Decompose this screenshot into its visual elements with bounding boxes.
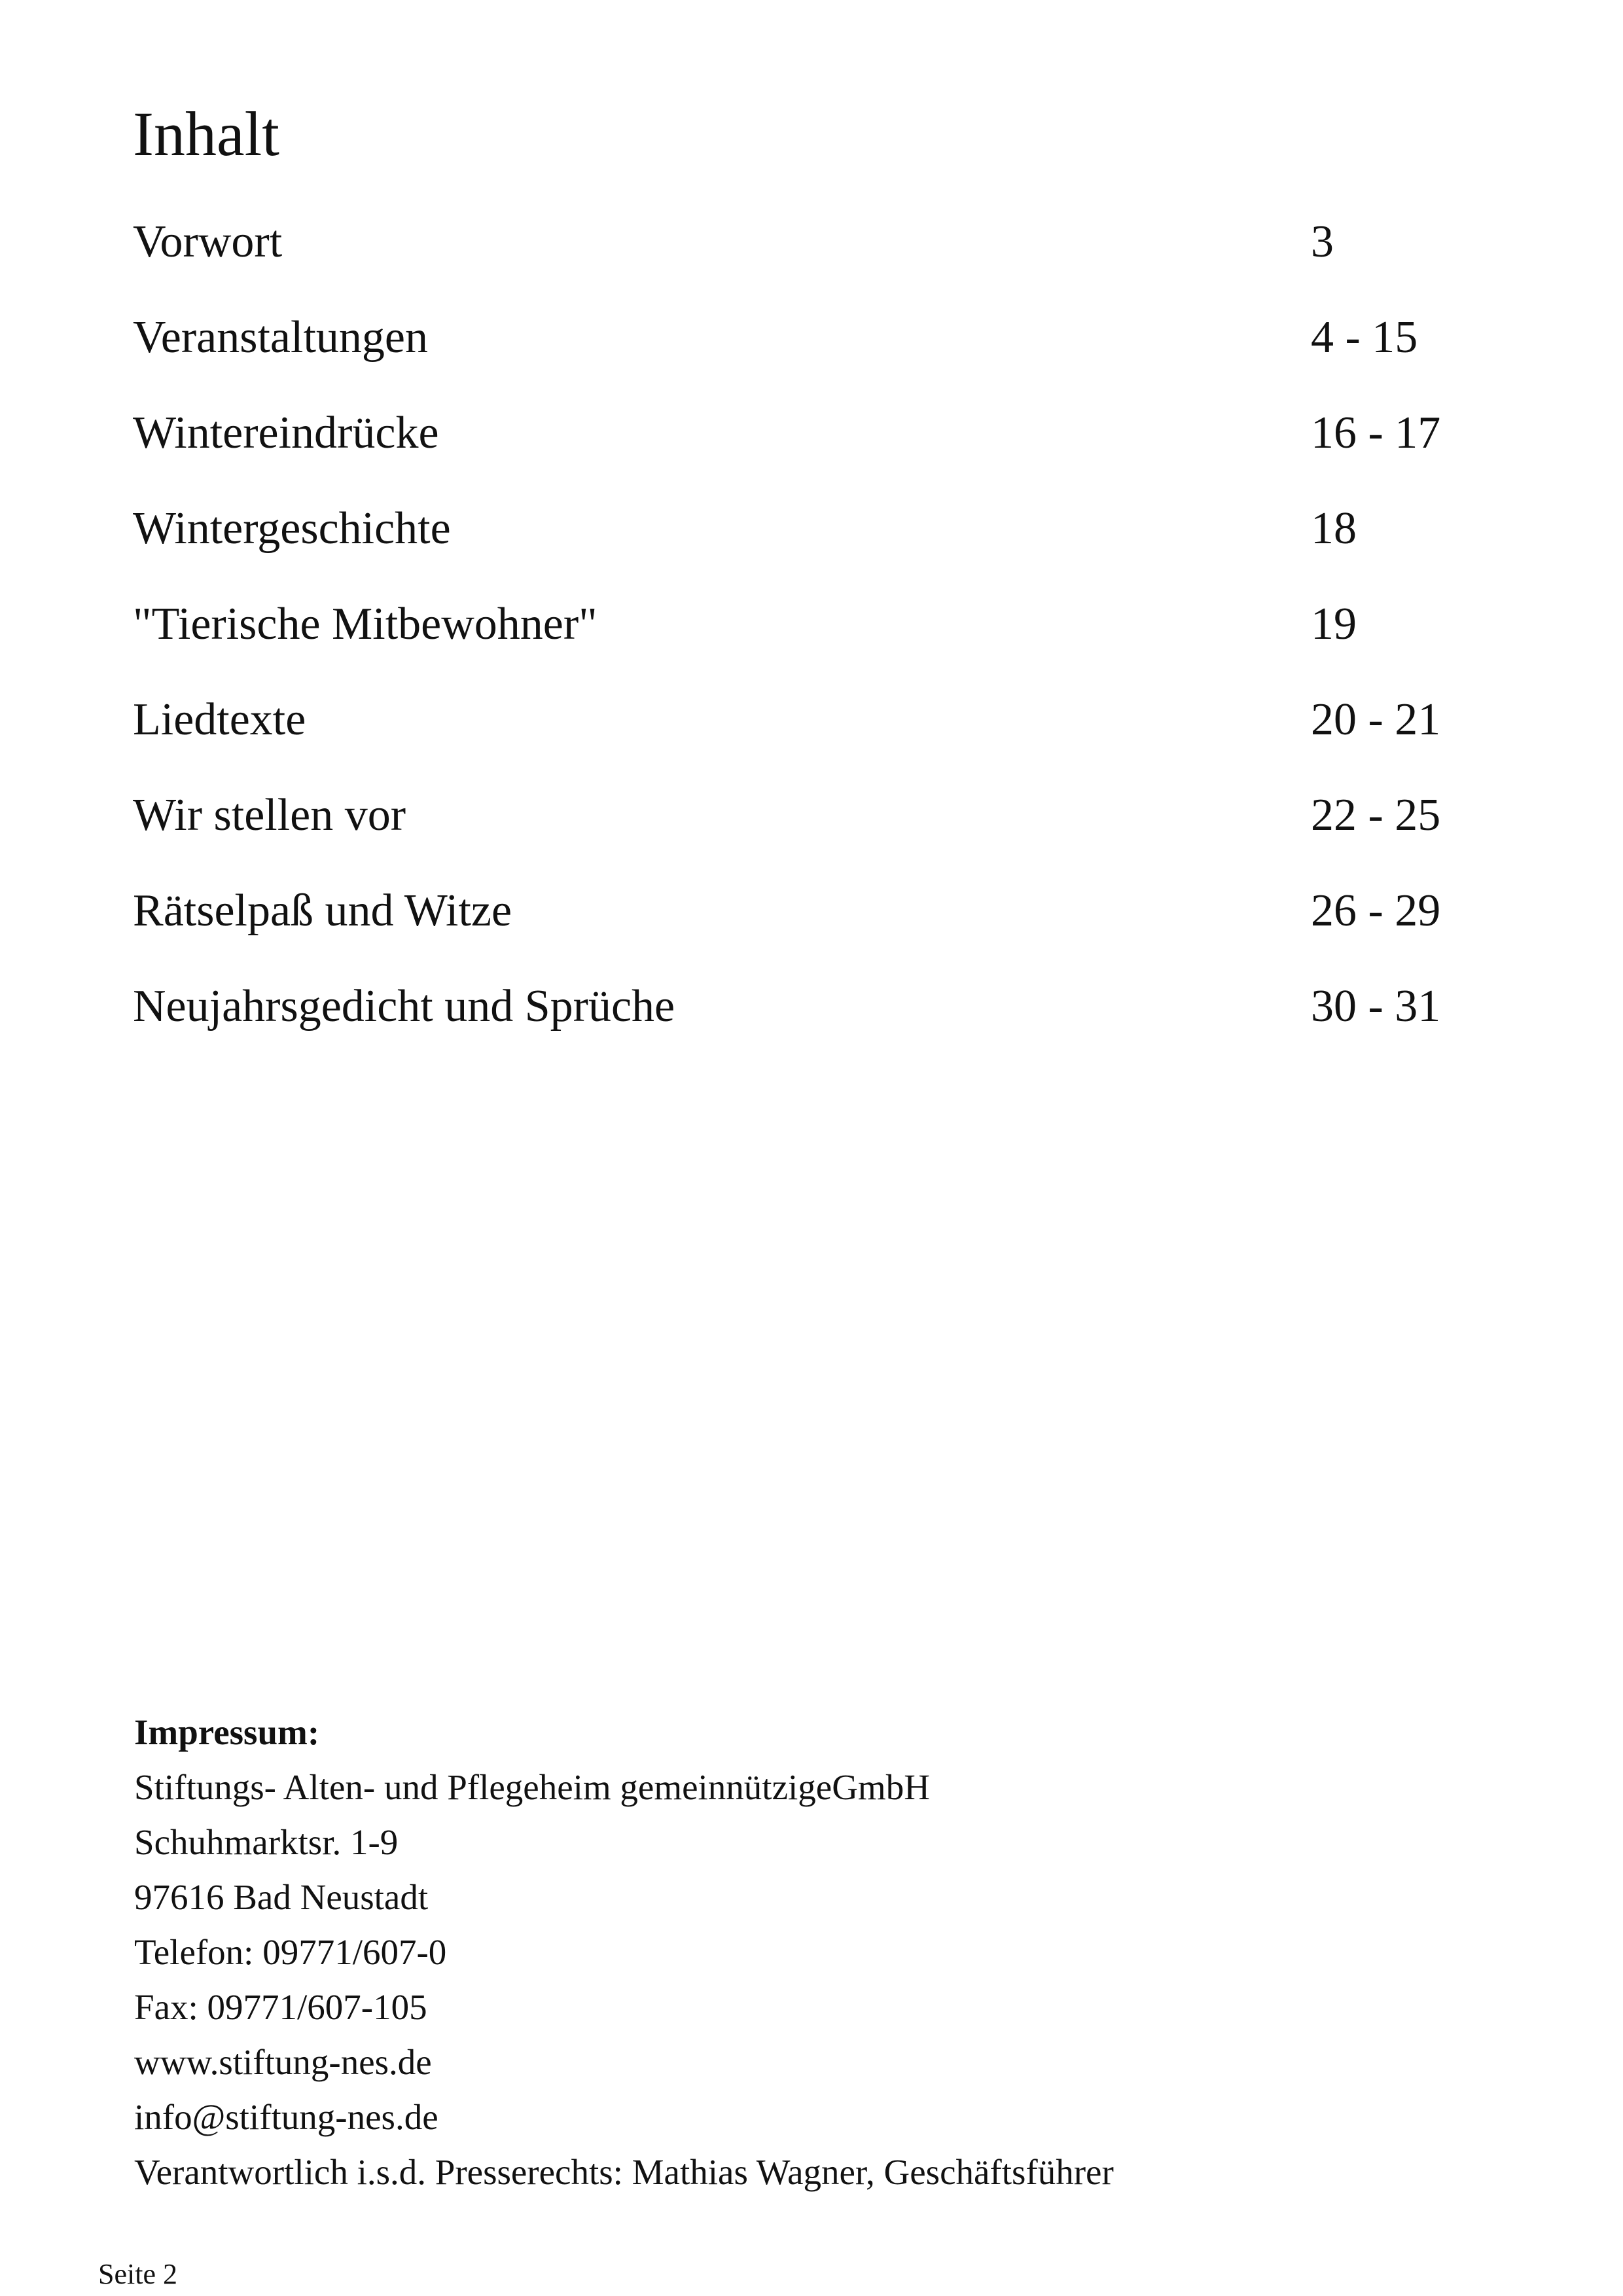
toc-label: Veranstaltungen (133, 312, 428, 363)
toc-pages: 26 - 29 (1311, 886, 1441, 936)
toc-pages: 22 - 25 (1311, 790, 1441, 840)
toc-entry-vorwort (133, 209, 1507, 305)
page-number: Seite 2 (98, 2258, 177, 2290)
page-title: Inhalt (133, 99, 279, 169)
toc-label: "Tierische Mitbewohner" (133, 599, 597, 649)
toc-pages: 18 (1311, 503, 1357, 554)
impressum-city: 97616 Bad Neustadt (134, 1877, 429, 1917)
impressum-heading: Impressum: (134, 1712, 320, 1752)
toc-pages: 30 - 31 (1311, 981, 1441, 1031)
toc-label: Rätselpaß und Witze (133, 886, 512, 936)
impressum-organization: Stiftungs- Alten- und Pflegeheim gemeinnützigeGmbH (134, 1767, 930, 1807)
toc-entry-raetselpass-und-witze (133, 878, 1507, 974)
impressum-email: info@stiftung-nes.de (134, 2097, 438, 2137)
toc-pages: 16 - 17 (1311, 408, 1441, 458)
toc-pages: 19 (1311, 599, 1357, 649)
toc-label: Vorwort (133, 217, 283, 267)
toc-entry-tierische-mitbewohner (133, 592, 1507, 687)
toc-entry-wintergeschichte (133, 496, 1507, 592)
impressum-fax: Fax: 09771/607-105 (134, 1987, 427, 2027)
toc-label: Wintergeschichte (133, 503, 451, 554)
impressum-street: Schuhmarktsr. 1-9 (134, 1822, 399, 1862)
impressum-website: www.stiftung-nes.de (134, 2042, 432, 2082)
toc-pages: 4 - 15 (1311, 312, 1418, 363)
toc-pages: 3 (1311, 217, 1334, 267)
toc-entry-neujahrsgedicht (133, 974, 1507, 1069)
toc-label: Neujahrsgedicht und Sprüche (133, 981, 675, 1031)
toc-pages: 20 - 21 (1311, 694, 1441, 745)
toc-entry-veranstaltungen (133, 305, 1507, 401)
toc-label: Wintereindrücke (133, 408, 439, 458)
toc-label: Liedtexte (133, 694, 306, 745)
toc-entry-wir-stellen-vor (133, 783, 1507, 878)
toc-entry-liedtexte (133, 687, 1507, 783)
toc-entry-wintereindruecke (133, 401, 1507, 496)
toc-label: Wir stellen vor (133, 790, 406, 840)
impressum-block (134, 1705, 1114, 2200)
table-of-contents (133, 209, 1507, 1069)
impressum-responsible: Verantwortlich i.s.d. Presserechts: Mathias Wagner, Geschäftsführer (134, 2152, 1114, 2192)
impressum-phone: Telefon: 09771/607-0 (134, 1932, 447, 1972)
